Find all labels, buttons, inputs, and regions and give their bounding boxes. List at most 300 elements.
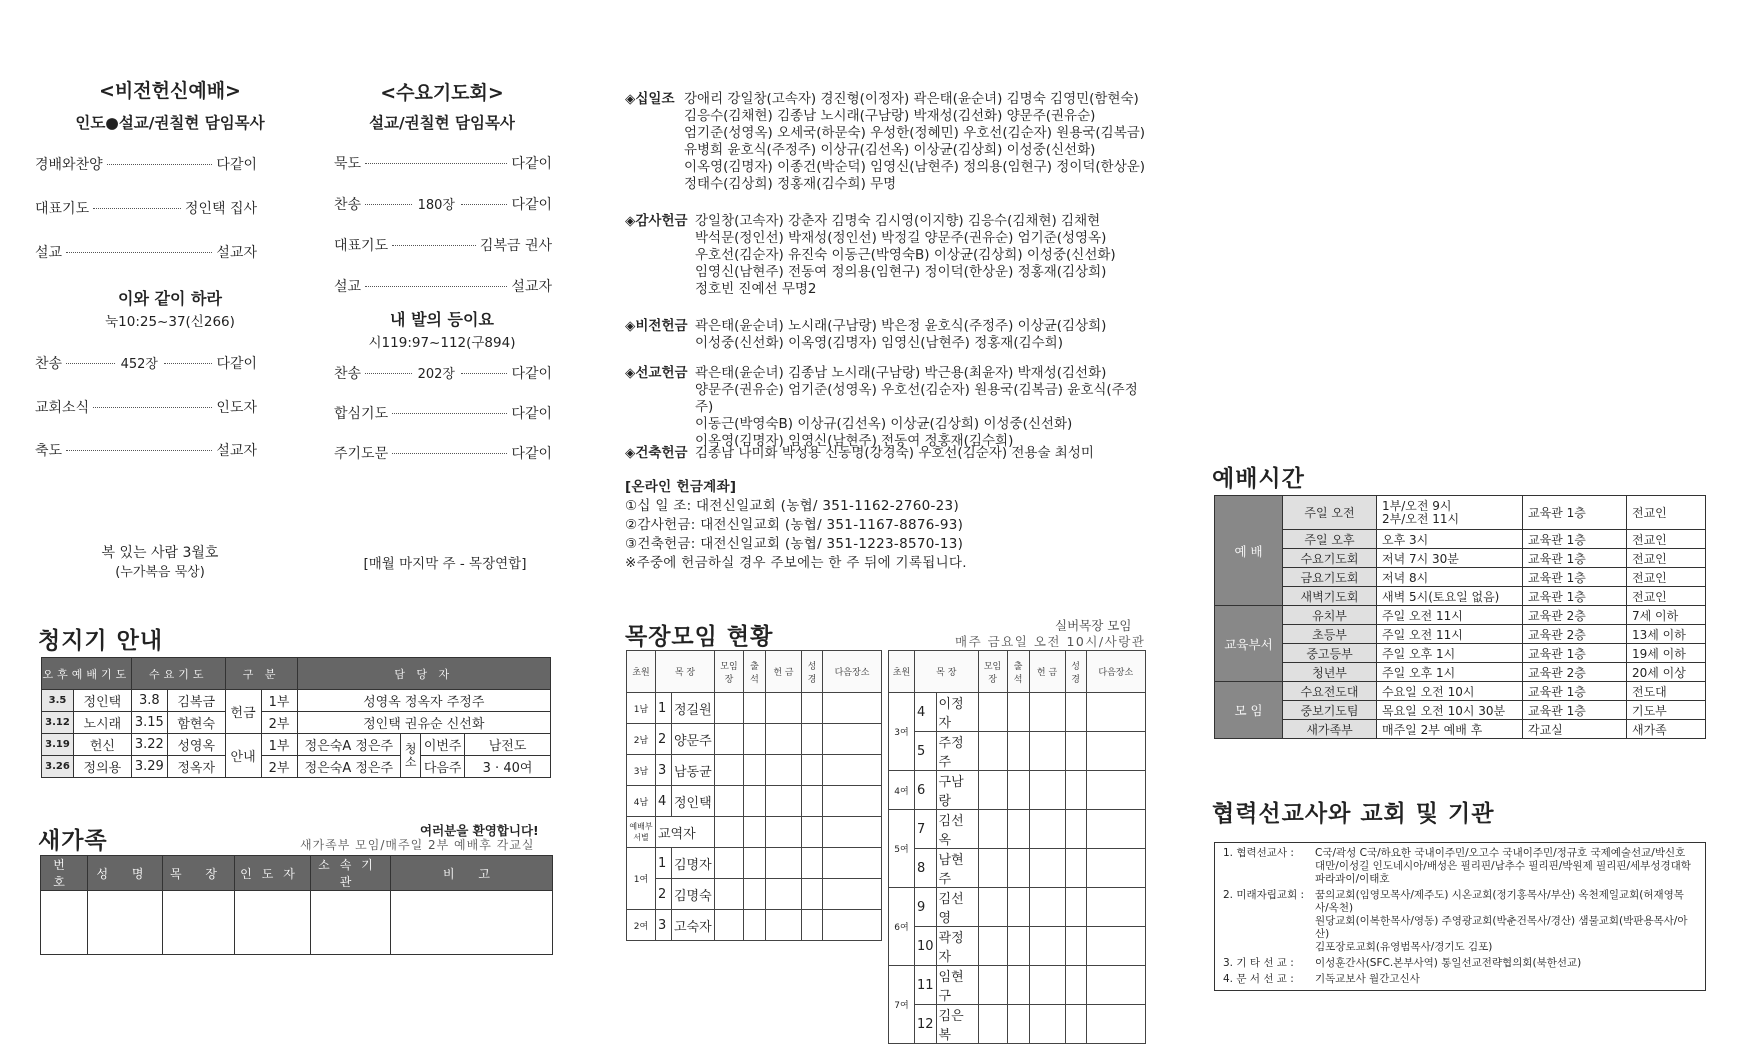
- thanks-section: [625, 213, 1145, 297]
- table-cell: 교육관 2층: [1523, 663, 1627, 682]
- table-cell: [766, 817, 802, 848]
- mission-line: 원당교회(이복한목사/영동) 주영광교회(박춘건목사/경산) 샘물교회(박판용목사/아산): [1315, 915, 1688, 940]
- table-cell: [823, 786, 882, 817]
- order-person: 인도자: [216, 400, 257, 416]
- wednesday-order-row: [334, 403, 552, 423]
- hymn-number: 202장: [417, 367, 455, 382]
- mokjang-note1: 실버목장 모임: [1055, 618, 1132, 633]
- table-cell: 3.26: [42, 756, 74, 778]
- table-cell: [823, 879, 882, 910]
- dot-leader: [365, 163, 507, 164]
- table-cell: 6: [915, 771, 937, 810]
- dot-leader: [107, 164, 213, 165]
- table-cell: [1007, 927, 1029, 966]
- table-cell: 교육관 2층: [1523, 625, 1627, 644]
- cleaning-table: [41, 657, 551, 778]
- table-cell: 7세 이하: [1627, 606, 1706, 625]
- table-cell: 예배부서별: [627, 817, 656, 848]
- name-line: 김응수(김채현) 김종남 노시래(구남랑) 박재성(김선화) 양문주(권유순): [684, 108, 1096, 124]
- table-cell: [715, 848, 744, 879]
- dot-leader: [365, 286, 507, 287]
- table-cell: [715, 910, 744, 941]
- order-item: 설교: [334, 279, 362, 295]
- table-cell: [1007, 732, 1029, 771]
- table-cell: 5여: [889, 810, 915, 888]
- order-person: 다같이: [511, 197, 553, 213]
- table-cell: 이정자: [936, 693, 978, 732]
- table-cell: [1086, 927, 1145, 966]
- account-line: ③건축헌금: 대전신일교회 (농협/ 351-1223-8570-13): [625, 536, 964, 552]
- online-accounts: [625, 478, 1105, 573]
- table-cell: 전도대: [1627, 682, 1706, 701]
- name-line: 곽은태(윤순녀) 노시래(구남랑) 박은정 윤호식(주정주) 이상균(김상희): [695, 318, 1107, 334]
- column-header: 담 당 자: [297, 658, 551, 690]
- name-line: 유병희 윤호식(주정주) 이상규(김선옥) 이상균(김상희) 이성중(신선화): [684, 142, 1096, 158]
- sunday-order-row: [35, 353, 257, 373]
- table-cell: [1065, 810, 1086, 849]
- table-cell: 4남: [627, 786, 656, 817]
- table-cell: 6여: [889, 888, 915, 966]
- table-cell: 1남: [627, 693, 656, 724]
- table-cell: [1007, 810, 1029, 849]
- table-row: [627, 755, 882, 786]
- table-cell: 함현숙: [167, 712, 225, 734]
- table-cell: 교육관 1층: [1523, 568, 1627, 587]
- table-cell: [715, 724, 744, 755]
- mokjang-table-left: [626, 650, 882, 941]
- wednesday-sermon-title: 내 발의 등이요: [390, 310, 494, 329]
- name-line: 이성중(신선화) 이옥영(김명자) 임영신(남현주) 정홍재(김수희): [695, 335, 1063, 351]
- column-header: 초원: [889, 651, 915, 693]
- table-cell: 2부: [261, 712, 297, 734]
- table-cell: 교육관 1층: [1523, 496, 1627, 530]
- column-header: 출석: [1007, 651, 1029, 693]
- hymn-number: 452장: [120, 357, 158, 372]
- table-cell: 다음주: [421, 756, 465, 778]
- order-item: 경배와찬양: [35, 157, 103, 173]
- table-cell: 오후 3시: [1377, 530, 1523, 549]
- table-cell: 정의용: [73, 756, 131, 778]
- table-cell: 성영옥 정옥자 주정주: [297, 690, 551, 712]
- table-cell: [1065, 1005, 1086, 1044]
- table-cell: 성영옥: [167, 734, 225, 756]
- table-cell: 11: [915, 966, 937, 1005]
- column-header: 번 호: [41, 856, 88, 891]
- mokjang-note2: 매주 금요일 오전 10시/사랑관: [955, 634, 1146, 649]
- name-line: 김종남 나미화 박성용 신동명(강경숙) 우호선(김순자) 전용술 최성미: [695, 445, 1094, 461]
- table-cell: [823, 848, 882, 879]
- table-cell: 저녁 7시 30분: [1377, 549, 1523, 568]
- table-cell: 2남: [627, 724, 656, 755]
- column-header: 출석: [744, 651, 766, 693]
- table-row: [1215, 568, 1706, 587]
- column-header: 목 장: [656, 651, 715, 693]
- table-cell: [1007, 888, 1029, 927]
- table-cell: [715, 786, 744, 817]
- table-cell: 1: [656, 693, 672, 724]
- table-cell: [163, 891, 235, 955]
- table-cell: [1007, 771, 1029, 810]
- table-cell: 주일 오후 1시: [1377, 644, 1523, 663]
- table-cell: 7여: [889, 966, 915, 1044]
- table-cell: 양문주: [672, 724, 715, 755]
- table-cell: 8: [915, 849, 937, 888]
- table-header-row: [41, 856, 553, 891]
- dot-leader: [365, 204, 412, 205]
- table-cell: [744, 848, 766, 879]
- table-row: [889, 849, 1146, 888]
- sunday-order-row: [35, 440, 257, 460]
- schedule-table: [1214, 495, 1706, 739]
- table-cell: [823, 755, 882, 786]
- table-cell: [1007, 966, 1029, 1005]
- column-header: 인도자: [235, 856, 311, 891]
- mission-key: 3. 기 타 선 교 :: [1223, 957, 1294, 969]
- wednesday-officiant: 설교/권칠현 담임목사: [369, 114, 515, 132]
- table-row: [889, 732, 1146, 771]
- order-item: 축도: [35, 443, 63, 459]
- table-row: [1215, 663, 1706, 682]
- sunday-footer-line1: 복 있는 사람 3월호: [101, 545, 219, 561]
- table-cell: 남현주: [936, 849, 978, 888]
- table-cell: 9: [915, 888, 937, 927]
- name-line: 박석문(정인선) 박재성(정인선) 박정길 양문주(권유순) 엄기준(성영옥): [695, 230, 1107, 246]
- table-row: [627, 879, 882, 910]
- column-header: 구 분: [225, 658, 297, 690]
- wednesday-sermon-reference: 시119:97~112(구894): [368, 335, 516, 351]
- table-cell: 중고등부: [1283, 644, 1377, 663]
- name-line: 정호빈 진예선 무명2: [695, 281, 817, 297]
- order-person: 다같이: [216, 356, 258, 372]
- table-cell: [1086, 693, 1145, 732]
- table-cell: 3.22: [131, 734, 167, 756]
- table-cell: [1029, 849, 1065, 888]
- sunday-sermon-title: 이와 같이 하라: [118, 289, 222, 308]
- column-header: 비 고: [391, 856, 553, 891]
- table-row: [41, 891, 553, 955]
- order-person: 다같이: [511, 446, 552, 462]
- table-cell: [766, 786, 802, 817]
- table-cell: [978, 966, 1007, 1005]
- table-cell: 3.15: [131, 712, 167, 734]
- table-cell: [744, 693, 766, 724]
- wednesday-order-row: [334, 153, 552, 173]
- table-cell: 안내: [225, 734, 261, 778]
- hymn-number: 180장: [417, 198, 455, 213]
- table-cell: 3.5: [42, 690, 74, 712]
- name-line: 강애리 강일창(고속자) 경진형(이정자) 곽은태(윤순녀) 김명숙 김영민(함현숙): [684, 91, 1139, 107]
- table-cell: [1065, 771, 1086, 810]
- vision-label: ◈비전헌금: [625, 318, 688, 334]
- column-header: 헌 금: [1029, 651, 1065, 693]
- table-cell: 정은숙A 정은주: [297, 734, 401, 756]
- vision-section: [625, 318, 1145, 351]
- table-cell: 교육관 1층: [1523, 644, 1627, 663]
- table-cell: [823, 693, 882, 724]
- table-cell: [744, 817, 766, 848]
- table-cell: 교육관 1층: [1523, 530, 1627, 549]
- table-cell: 김선영: [936, 888, 978, 927]
- mokjang-heading: 목장모임 현황: [625, 624, 774, 650]
- table-cell: 4: [915, 693, 937, 732]
- table-cell: [1029, 810, 1065, 849]
- order-item: 주기도문: [334, 446, 389, 462]
- table-cell: 김복금: [167, 690, 225, 712]
- table-cell: 김명숙: [672, 879, 715, 910]
- table-cell: 정은숙A 정은주: [297, 756, 401, 778]
- column-header: 목 장: [163, 856, 235, 891]
- table-cell: [802, 786, 823, 817]
- table-cell: 3: [656, 755, 672, 786]
- mokjang-table-right: [888, 650, 1146, 1044]
- table-cell: 새가족: [1627, 720, 1706, 739]
- order-person: 정인택 집사: [184, 201, 257, 217]
- table-cell: 기도부: [1627, 701, 1706, 720]
- cleaning-heading: 청지기 안내: [38, 628, 164, 654]
- table-cell: [978, 927, 1007, 966]
- dot-leader: [93, 407, 212, 408]
- table-row: [1215, 530, 1706, 549]
- table-cell: 수요기도회: [1283, 549, 1377, 568]
- online-title: [온라인 헌금계좌]: [625, 479, 737, 495]
- table-row: [889, 888, 1146, 927]
- table-cell: 수요전도대: [1283, 682, 1377, 701]
- wednesday-order-row: [334, 194, 552, 214]
- table-cell: [1065, 732, 1086, 771]
- table-row: [627, 910, 882, 941]
- order-item: 대표기도: [334, 238, 389, 254]
- table-cell: 노시래: [73, 712, 131, 734]
- wednesday-order-row: [334, 363, 552, 383]
- table-cell: [1065, 849, 1086, 888]
- table-row: [42, 734, 551, 756]
- table-row: [1215, 549, 1706, 568]
- mission-line: 기독교보사 월간고신사: [1315, 973, 1420, 985]
- table-cell: 2: [656, 724, 672, 755]
- sunday-order-row: [35, 198, 257, 218]
- table-cell: 주일 오후: [1283, 530, 1377, 549]
- table-cell: 교육관 1층: [1523, 549, 1627, 568]
- table-row: [1215, 496, 1706, 530]
- wednesday-order-row: [334, 276, 552, 296]
- dot-leader: [392, 453, 507, 454]
- dot-leader: [66, 450, 212, 451]
- table-cell: [1007, 849, 1029, 888]
- table-cell: [823, 724, 882, 755]
- table-cell: [1029, 966, 1065, 1005]
- table-cell: [978, 693, 1007, 732]
- table-cell: [1029, 888, 1065, 927]
- table-cell: [1029, 927, 1065, 966]
- table-cell: [766, 693, 802, 724]
- sunday-footer-line2: (누가복음 묵상): [115, 565, 205, 580]
- name-line: 정태수(김상희) 정홍재(김수희) 무명: [684, 176, 897, 192]
- table-cell: [766, 879, 802, 910]
- dot-leader: [392, 245, 476, 246]
- table-cell: 새벽 5시(토요일 없음): [1377, 587, 1523, 606]
- table-cell: 유치부: [1283, 606, 1377, 625]
- dot-leader: [365, 373, 412, 374]
- table-cell: 새가족부: [1283, 720, 1377, 739]
- table-cell: 헌신: [73, 734, 131, 756]
- newfamily-table: [40, 855, 553, 955]
- order-person: 설교자: [216, 443, 257, 459]
- table-row: [1215, 587, 1706, 606]
- table-cell: [235, 891, 311, 955]
- order-person: 다같이: [511, 366, 553, 382]
- table-cell: 교역자: [656, 817, 715, 848]
- table-row: [42, 756, 551, 778]
- order-item: 찬송: [35, 356, 63, 372]
- newfamily-info: 새가족부 모임/매주일 2부 예배후 각교실: [300, 838, 535, 852]
- table-cell: 2여: [627, 910, 656, 941]
- table-cell: [715, 879, 744, 910]
- account-note: ※주중에 헌금하실 경우 주보에는 한 주 뒤에 기록됩니다.: [625, 555, 967, 571]
- column-header: 목 장: [915, 651, 979, 693]
- order-item: 교회소식: [35, 400, 90, 416]
- table-cell: 남전도: [465, 734, 551, 756]
- table-cell: 정인택: [73, 690, 131, 712]
- table-cell: 새벽기도회: [1283, 587, 1377, 606]
- table-cell: 20세 이상: [1627, 663, 1706, 682]
- table-cell: 전교인: [1627, 496, 1706, 530]
- table-cell: 청소: [401, 734, 421, 778]
- category-cell: 모 임: [1215, 682, 1283, 739]
- table-cell: 정옥자: [167, 756, 225, 778]
- table-cell: [1086, 1005, 1145, 1044]
- name-line: 이동근(박영숙B) 이상규(김선옥) 이상균(김상희) 이성중(신선화): [695, 416, 1073, 432]
- account-line: ②감사헌금: 대전신일교회 (농협/ 351-1167-8876-93): [625, 517, 964, 533]
- mission-offering-section: [625, 365, 1145, 449]
- missions-heading: 협력선교사와 교회 및 기관: [1212, 801, 1495, 827]
- table-cell: [1086, 771, 1145, 810]
- table-row: [42, 690, 551, 712]
- sunday-order-row: [35, 397, 257, 417]
- table-cell: 1부/오전 9시 2부/오전 11시: [1377, 496, 1523, 530]
- table-cell: 임현구: [936, 966, 978, 1005]
- table-cell: 각교실: [1523, 720, 1627, 739]
- table-header-row: [42, 658, 551, 690]
- table-cell: [978, 888, 1007, 927]
- table-cell: 저녁 8시: [1377, 568, 1523, 587]
- table-cell: [1086, 966, 1145, 1005]
- mission-offering-names: [695, 365, 1155, 450]
- table-cell: 7: [915, 810, 937, 849]
- name-line: 이옥영(김명자) 임영신(남현주) 전동여 정홍재(김수희): [695, 433, 1014, 449]
- table-cell: [978, 732, 1007, 771]
- order-person: 설교자: [216, 245, 257, 261]
- table-cell: 1부: [261, 734, 297, 756]
- column-header: 성경: [802, 651, 823, 693]
- column-header: 소속기관: [311, 856, 391, 891]
- order-item: 찬송: [334, 366, 362, 382]
- table-cell: 교육관 1층: [1523, 701, 1627, 720]
- table-cell: 5: [915, 732, 937, 771]
- order-person: 김복금 권사: [479, 238, 552, 254]
- table-cell: [978, 810, 1007, 849]
- table-header-row: [889, 651, 1146, 693]
- table-row: [889, 927, 1146, 966]
- table-cell: [1007, 1005, 1029, 1044]
- tithe-section: [625, 91, 1146, 192]
- dot-leader: [66, 252, 212, 253]
- table-cell: [1029, 1005, 1065, 1044]
- name-line: 엄기준(성영옥) 오세국(하문숙) 우성한(정혜민) 우호선(김순자) 원용국(김복금): [684, 125, 1146, 141]
- dot-leader: [93, 208, 181, 209]
- tithe-label: ◈십일조: [625, 91, 675, 107]
- table-cell: [88, 891, 163, 955]
- account-line: ①십 일 조: 대전신일교회 (농협/ 351-1162-2760-23): [625, 498, 960, 514]
- table-cell: 전교인: [1627, 530, 1706, 549]
- mission-line: C국/곽성 C국/하요한 국내이주민/오고수 국내이주민/정규호 국제예술선교/박신호: [1315, 847, 1686, 859]
- column-header: 오후예배기도: [42, 658, 132, 690]
- table-cell: [744, 755, 766, 786]
- mission-line: 김포장로교회(유영범목사/경기도 김포): [1315, 941, 1493, 953]
- table-cell: 중보기도팀: [1283, 701, 1377, 720]
- table-cell: [1007, 693, 1029, 732]
- table-cell: [391, 891, 553, 955]
- thanks-label: ◈감사헌금: [625, 213, 688, 229]
- order-person: 다같이: [511, 156, 552, 172]
- name-line: 임영신(남현주) 전동여 정의용(임현구) 정이덕(한상운) 정홍재(김상희): [695, 264, 1107, 280]
- table-cell: 교육관 2층: [1523, 606, 1627, 625]
- dot-leader: [392, 413, 507, 414]
- table-cell: 정길원: [672, 693, 715, 724]
- table-cell: [311, 891, 391, 955]
- table-row: [889, 810, 1146, 849]
- building-names: [695, 445, 1155, 462]
- table-cell: [1086, 888, 1145, 927]
- table-cell: 3.29: [131, 756, 167, 778]
- table-cell: 목요일 오전 10시 30분: [1377, 701, 1523, 720]
- table-cell: [1065, 927, 1086, 966]
- missions-box: [1214, 842, 1706, 991]
- table-row: [1215, 682, 1706, 701]
- table-cell: [1029, 732, 1065, 771]
- table-cell: 1여: [627, 848, 656, 910]
- table-header-row: [627, 651, 882, 693]
- dot-leader: [66, 363, 115, 364]
- name-line: 이옥영(김명자) 이종건(박순덕) 임영신(남현주) 정의용(임현구) 정이덕(한상운): [684, 159, 1146, 175]
- order-item: 묵도: [334, 156, 362, 172]
- table-cell: [978, 771, 1007, 810]
- table-cell: [802, 910, 823, 941]
- table-cell: [744, 786, 766, 817]
- wednesday-order-row: [334, 443, 552, 463]
- table-cell: [1086, 810, 1145, 849]
- wednesday-order-row: [334, 235, 552, 255]
- table-row: [1215, 644, 1706, 663]
- table-cell: 금요기도회: [1283, 568, 1377, 587]
- table-cell: 이번주: [421, 734, 465, 756]
- table-cell: 초등부: [1283, 625, 1377, 644]
- column-header: 모임장: [715, 651, 744, 693]
- table-row: [627, 817, 882, 848]
- table-cell: 주정주: [936, 732, 978, 771]
- order-item: 찬송: [334, 197, 362, 213]
- mission-item: [1223, 847, 1697, 886]
- table-cell: [802, 724, 823, 755]
- table-cell: [744, 879, 766, 910]
- building-section: [625, 445, 1145, 462]
- order-person: 다같이: [216, 157, 257, 173]
- table-cell: 13세 이하: [1627, 625, 1706, 644]
- table-cell: 전교인: [1627, 549, 1706, 568]
- table-cell: 청년부: [1283, 663, 1377, 682]
- mission-line: 파라과이/이태호: [1315, 873, 1390, 885]
- dot-leader: [461, 373, 508, 374]
- mission-item: [1223, 973, 1697, 986]
